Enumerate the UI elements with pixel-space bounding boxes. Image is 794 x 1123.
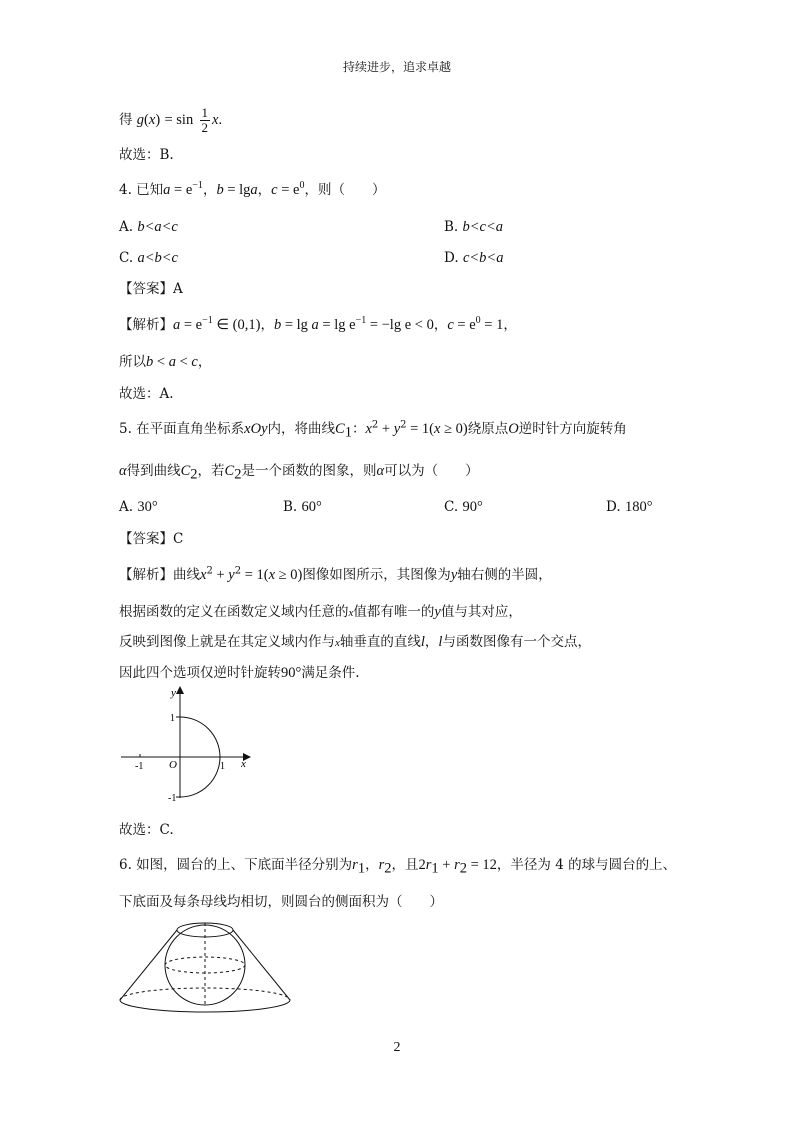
q6-stem-line2: 下底面及每条母线均相切，则圆台的侧面积为（ ）	[119, 894, 443, 910]
q4-stem: 4. 已知$a = e^{-1}$，b = lga，$c = e^0$，则（ ）	[119, 180, 386, 198]
q4-so-line: 所以b < a < c，	[119, 354, 212, 370]
q4-answer: 【答案】A	[119, 281, 183, 297]
x-axis-label: x	[241, 758, 246, 770]
previous-answer-line: 得 g(x) = sin $\frac{1}{2}$ x.	[119, 105, 223, 135]
tick-label-x-pos: 1	[220, 761, 225, 772]
q5-analysis-line3: 反映到图像上就是在其定义域内作与x轴垂直的直线l，l与函数图像有一个交点，	[119, 634, 591, 650]
q4-option-a: A. b<a<c	[119, 219, 178, 235]
q4-analysis: 【解析】$a = e^{-1}$ ∈ (0,1)，$b = \lg a = \lg e^{-1} = -\lg$ e < 0，$c = e^0 = 1$，	[119, 315, 517, 333]
q5-conclusion: 故选：C.	[119, 822, 174, 838]
y-axis-label: y	[171, 687, 176, 699]
q5-option-c: C. 90°	[444, 499, 483, 515]
q5-analysis-line1: 【解析】曲线$x^2 + y^2 = 1(x \ge 0)$图像如图所示，其图像为y轴右侧的半圆，	[119, 565, 552, 583]
q5-option-b: B. 60°	[283, 499, 322, 515]
q5-stem-line1: 5. 在平面直角坐标系xOy内，将曲线$C_1$：$x^2 + y^2 = 1(x \ge 0)$绕原点O逆时针方向旋转角	[119, 419, 627, 441]
q5-option-d: D. 180°	[606, 499, 653, 515]
q5-option-a: A. 30°	[119, 499, 158, 515]
page-header: 持续进步，追求卓越	[342, 60, 451, 74]
q4-conclusion: 故选：A.	[119, 386, 174, 402]
q4-option-c: C. a<b<c	[119, 250, 178, 266]
q4-option-b: B. b<c<a	[444, 219, 504, 235]
tick-label-x-neg: -1	[135, 761, 144, 772]
q4-option-d: D. c<b<a	[444, 250, 504, 266]
conclusion-text: 故选：B.	[119, 147, 174, 163]
frustum-sphere-figure	[118, 918, 292, 1016]
tick-label-y-pos: 1	[170, 713, 175, 724]
semicircle-graph	[119, 684, 259, 804]
page-number: 2	[393, 1040, 401, 1055]
q6-stem-line1: 6. 如图，圆台的上、下底面半径分别为$r_1$，$r_2$，且$2r_1 + r_2 = 12$，半径为 4 的球与圆台的上、	[119, 857, 677, 877]
tick-label-y-neg: -1	[168, 793, 177, 804]
q5-analysis-line4: 因此四个选项仅逆时针旋转90°满足条件.	[119, 665, 360, 681]
fraction: $\frac{1}{2}$	[201, 105, 208, 135]
q5-stem-line2: α得到曲线$C_2$，若$C_2$是一个函数的图象，则α可以为（ ）	[119, 463, 479, 483]
origin-label: O	[169, 759, 177, 771]
q5-answer: 【答案】C	[119, 531, 184, 547]
q5-analysis-line2: 根据函数的定义在函数定义域内任意的x值都有唯一的y值与其对应，	[119, 604, 522, 620]
